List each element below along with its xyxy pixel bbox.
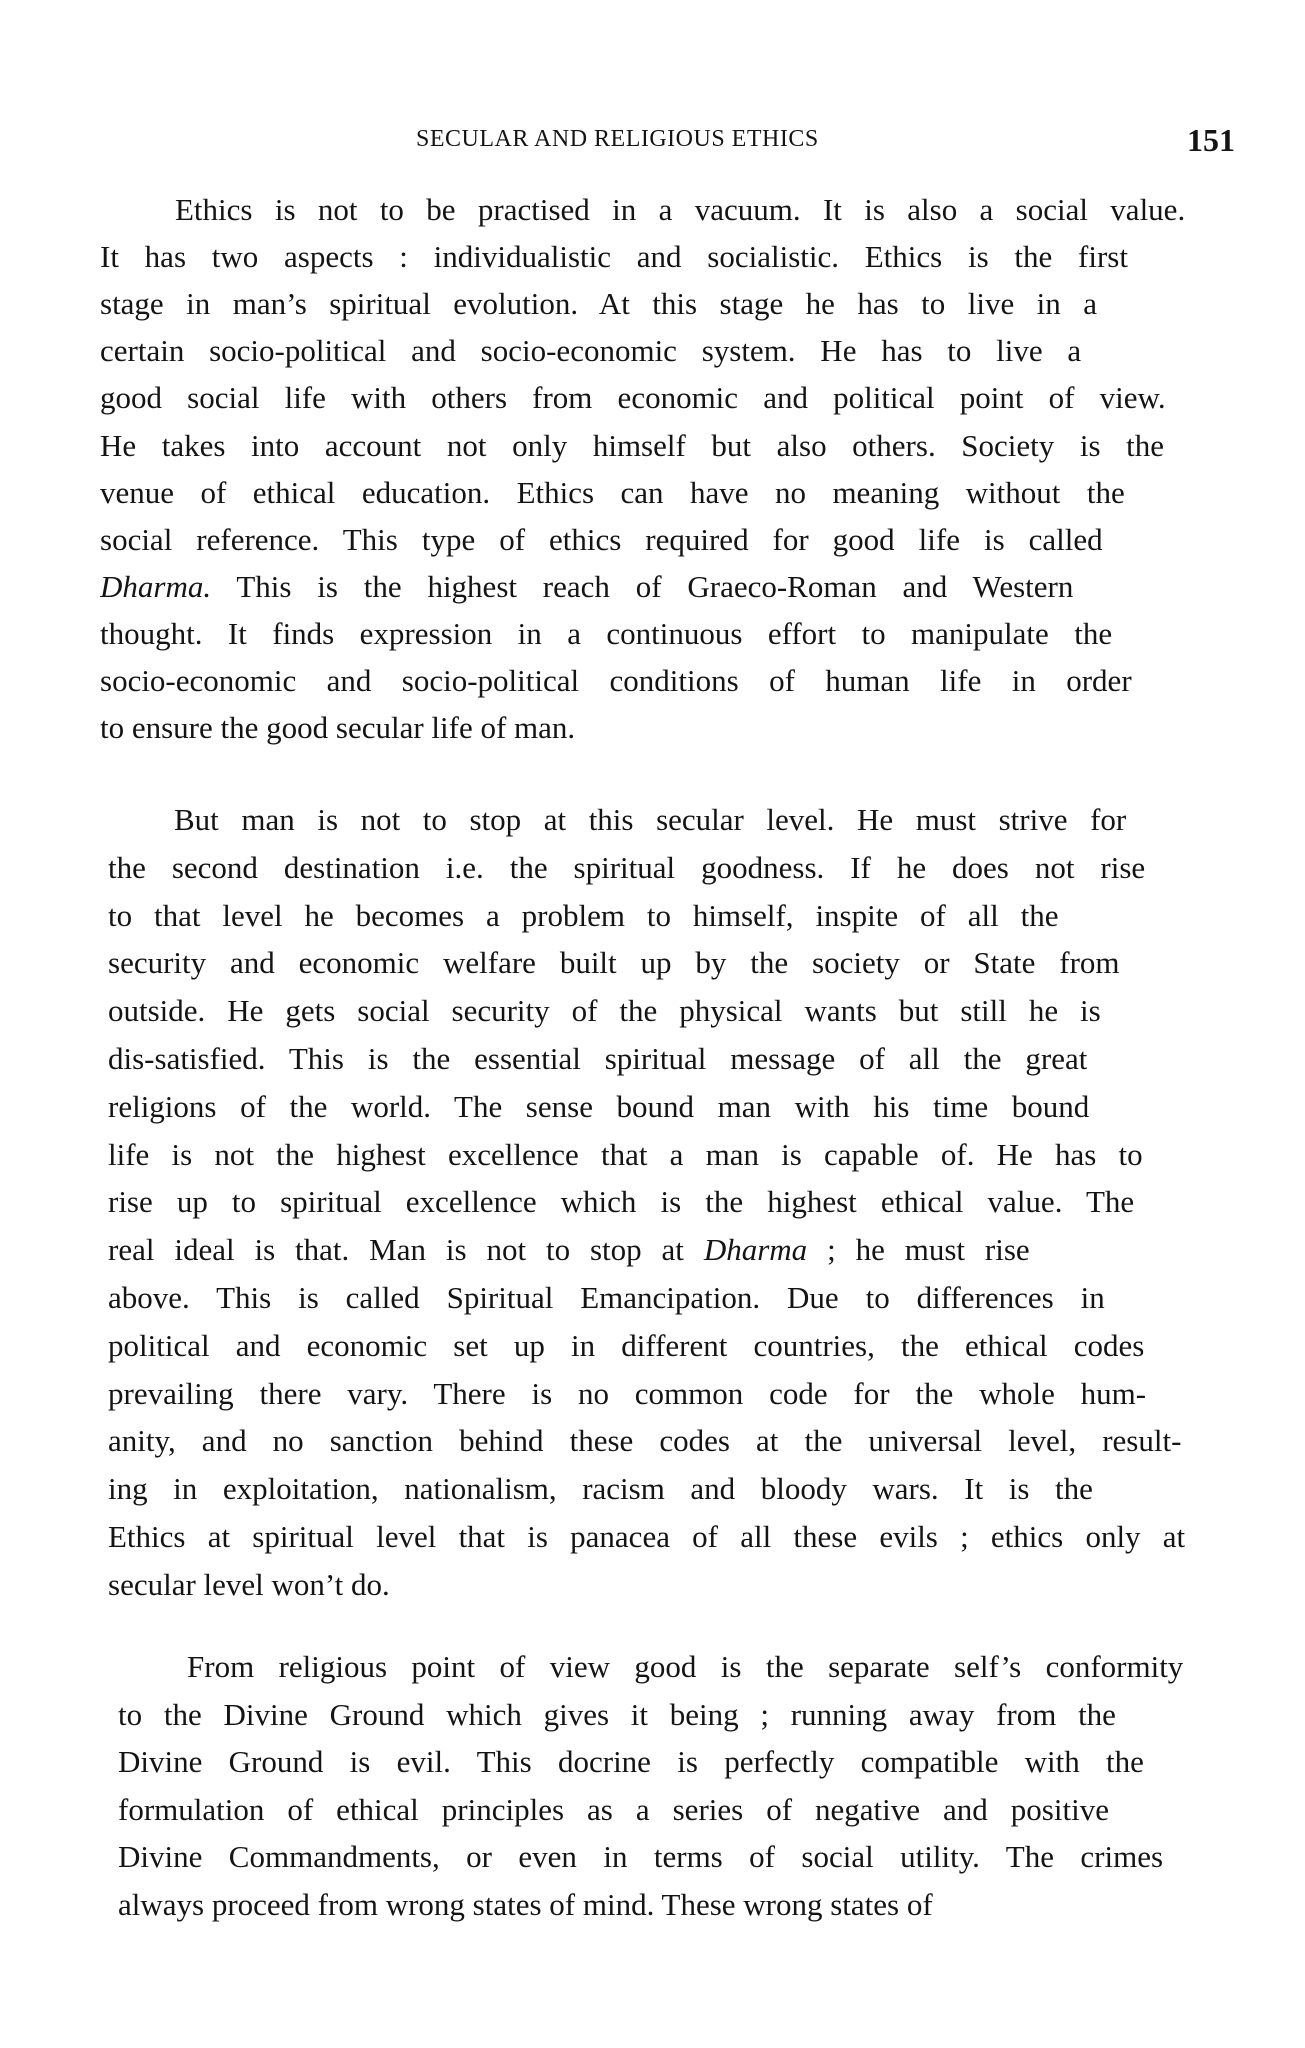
text-line: [118, 1883, 933, 1927]
text-run: secular level won’t do.: [108, 1567, 390, 1602]
text-run: certain socio-political and socio-economic system. He has to live a: [100, 333, 1082, 368]
text-run: This is the highest reach of Graeco-Roman and Western: [211, 569, 1074, 604]
italic-term: Dharma.: [100, 569, 212, 604]
text-run: rise up to spiritual excellence which is the highest ethical value. The: [108, 1184, 1135, 1219]
text-line: [187, 1645, 1183, 1689]
text-line: [174, 798, 1126, 842]
text-run: dis-satisfied. This is the essential spiritual message of all the great: [108, 1041, 1088, 1076]
text-line: [108, 1180, 1134, 1224]
text-line: [100, 235, 1128, 279]
text-run: venue of ethical education. Ethics can have no meaning without the: [100, 475, 1125, 510]
text-run: Divine Commandments, or even in terms of social utility. The crimes: [118, 1839, 1164, 1874]
text-line: [108, 1085, 1089, 1129]
text-run: political and economic set up in different countries, the ethical codes: [108, 1328, 1145, 1363]
text-run: anity, and no sanction behind these codes at the universal level, result-: [108, 1423, 1182, 1458]
text-run: religions of the world. The sense bound man with his time bound: [108, 1089, 1090, 1124]
text-run: socio-economic and socio-political conditions of human life in order: [100, 663, 1132, 698]
text-run: to that level he becomes a problem to himself, inspite of all the: [108, 898, 1059, 933]
text-run: stage in man’s spiritual evolution. At this stage he has to live in a: [100, 286, 1097, 321]
text-line: [108, 846, 1145, 890]
text-line: [118, 1788, 1109, 1832]
text-run: It has two aspects : individualistic and socialistic. Ethics is the first: [100, 239, 1128, 274]
text-line: [108, 941, 1120, 985]
text-line: [108, 1276, 1105, 1320]
text-run: to ensure the good secular life of man.: [100, 710, 576, 745]
text-run: Divine Ground is evil. This docrine is perfectly compatible with the: [118, 1744, 1144, 1779]
text-run: real ideal is that. Man is not to stop at: [108, 1232, 704, 1267]
text-run: social reference. This type of ethics required for good life is called: [100, 522, 1103, 557]
text-run: good social life with others from economic and political point of view.: [100, 380, 1166, 415]
text-run: But man is not to stop at this secular level. He must strive for: [174, 802, 1127, 837]
text-line: [100, 471, 1125, 515]
text-line: [108, 1419, 1181, 1463]
text-run: security and economic welfare built up by the society or State from: [108, 945, 1120, 980]
text-run: Ethics is not to be practised in a vacuum. It is also a social value.: [175, 192, 1186, 227]
running-head: [100, 122, 1235, 166]
text-run: prevailing there vary. There is no common code for the whole hum-: [108, 1376, 1147, 1411]
text-line: [108, 989, 1101, 1033]
text-line: [100, 424, 1164, 468]
text-line: [175, 188, 1185, 232]
running-head-title: SECULAR AND RELIGIOUS ETHICS: [416, 126, 819, 152]
text-run: above. This is called Spiritual Emancipation. Due to differences in: [108, 1280, 1105, 1315]
italic-term: Dharma: [703, 1232, 808, 1267]
text-line: [118, 1693, 1116, 1737]
text-line: [118, 1740, 1144, 1784]
text-line: [100, 329, 1081, 373]
text-run: ing in exploitation, nationalism, racism and bloody wars. It is the: [108, 1471, 1093, 1506]
text-line: [100, 565, 1073, 609]
text-run: He takes into account not only himself but also others. Society is the: [100, 428, 1165, 463]
text-line: [100, 612, 1112, 656]
text-line: [108, 1515, 1185, 1559]
text-line: [108, 894, 1058, 938]
text-run: outside. He gets social security of the physical wants but still he is: [108, 993, 1101, 1028]
text-line: [108, 1228, 1030, 1272]
page-number: 151: [1187, 122, 1235, 158]
text-run: Ethics at spiritual level that is panacea of all these evils ; ethics only at: [108, 1519, 1186, 1554]
text-run: From religious point of view good is the separate self’s conformity: [187, 1649, 1184, 1684]
text-line: [108, 1324, 1144, 1368]
text-run: ; he must rise: [807, 1232, 1030, 1267]
text-line: [108, 1133, 1143, 1177]
text-line: [100, 706, 575, 750]
text-line: [100, 282, 1097, 326]
text-run: formulation of ethical principles as a series of negative and positive: [118, 1792, 1109, 1827]
text-run: always proceed from wrong states of mind. These wrong states of: [118, 1887, 933, 1922]
text-run: the second destination i.e. the spiritual goodness. If he does not rise: [108, 850, 1146, 885]
text-line: [100, 659, 1132, 703]
text-line: [108, 1563, 390, 1607]
text-line: [100, 376, 1166, 420]
text-run: to the Divine Ground which gives it being ; running away from the: [118, 1697, 1116, 1732]
text-run: life is not the highest excellence that a man is capable of. He has to: [108, 1137, 1143, 1172]
text-line: [108, 1037, 1087, 1081]
text-line: [108, 1372, 1146, 1416]
text-line: [100, 518, 1103, 562]
text-run: thought. It finds expression in a continuous effort to manipulate the: [100, 616, 1113, 651]
text-line: [118, 1835, 1163, 1879]
text-line: [108, 1467, 1093, 1511]
